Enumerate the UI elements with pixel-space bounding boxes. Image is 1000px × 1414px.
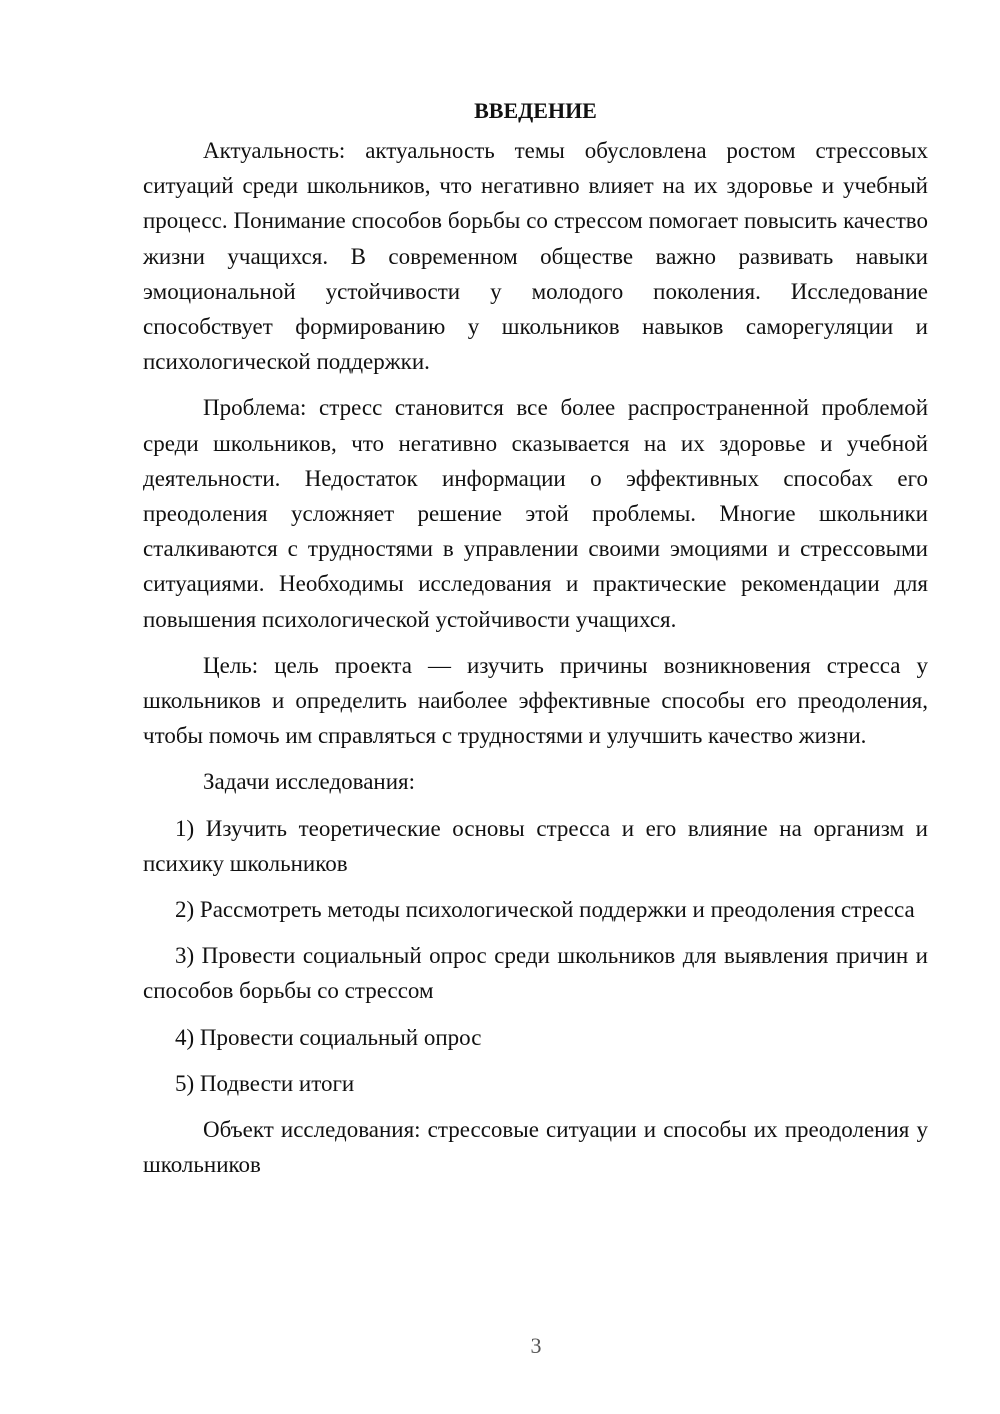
- page-number: 3: [530, 1333, 542, 1358]
- task-item-4: 4) Провести социальный опрос: [175, 1024, 482, 1050]
- object-paragraph: Объект исследования: стрессовые ситуации и способы их преодоления у школьников: [143, 1117, 928, 1178]
- problem-paragraph: Проблема: стресс становится все более распространенной проблемой среди школьников, что негативно сказывается на их здоровье и учебной деятельности. Недостаток информации о эффективных способах его преодоления усложняет решение этой проблемы. Многие школьники сталкиваются с трудностями в управлении своими эмоциями и стрессовыми ситуациями. Необходимы исследования и практические рекомендации для повышения психологической устойчивости учащихся.: [143, 395, 928, 632]
- section-heading: ВВЕДЕНИЕ: [474, 98, 597, 123]
- task-item-2: 2) Рассмотреть методы психологической поддержки и преодоления стресса: [175, 897, 915, 923]
- task-item-5: 5) Подвести итоги: [175, 1070, 355, 1096]
- relevance-paragraph: Актуальность: актуальность темы обусловлена ростом стрессовых ситуаций среди школьников, что негативно влияет на их здоровье и учебный процесс. Понимание способов борьбы со стрессом помогает повысить качество жизни учащихся. В современном обществе важно развивать навыки эмоциональной устойчивости у молодого поколения. Исследование способствует формированию у школьников навыков саморегуляции и психологической поддержки.: [143, 138, 928, 375]
- tasks-heading: Задачи исследования:: [203, 769, 416, 795]
- task-item-1: 1) Изучить теоретические основы стресса и его влияние на организм и психику школьников: [143, 815, 928, 876]
- task-item-3: 3) Провести социальный опрос среди школьников для выявления причин и способов борьбы со стрессом: [143, 943, 928, 1004]
- goal-paragraph: Цель: цель проекта — изучить причины возникновения стресса у школьников и определить наиболее эффективные способы его преодоления, чтобы помочь им справляться с трудностями и улучшить качество жизни.: [143, 652, 928, 749]
- page-content: [143, 93, 928, 1193]
